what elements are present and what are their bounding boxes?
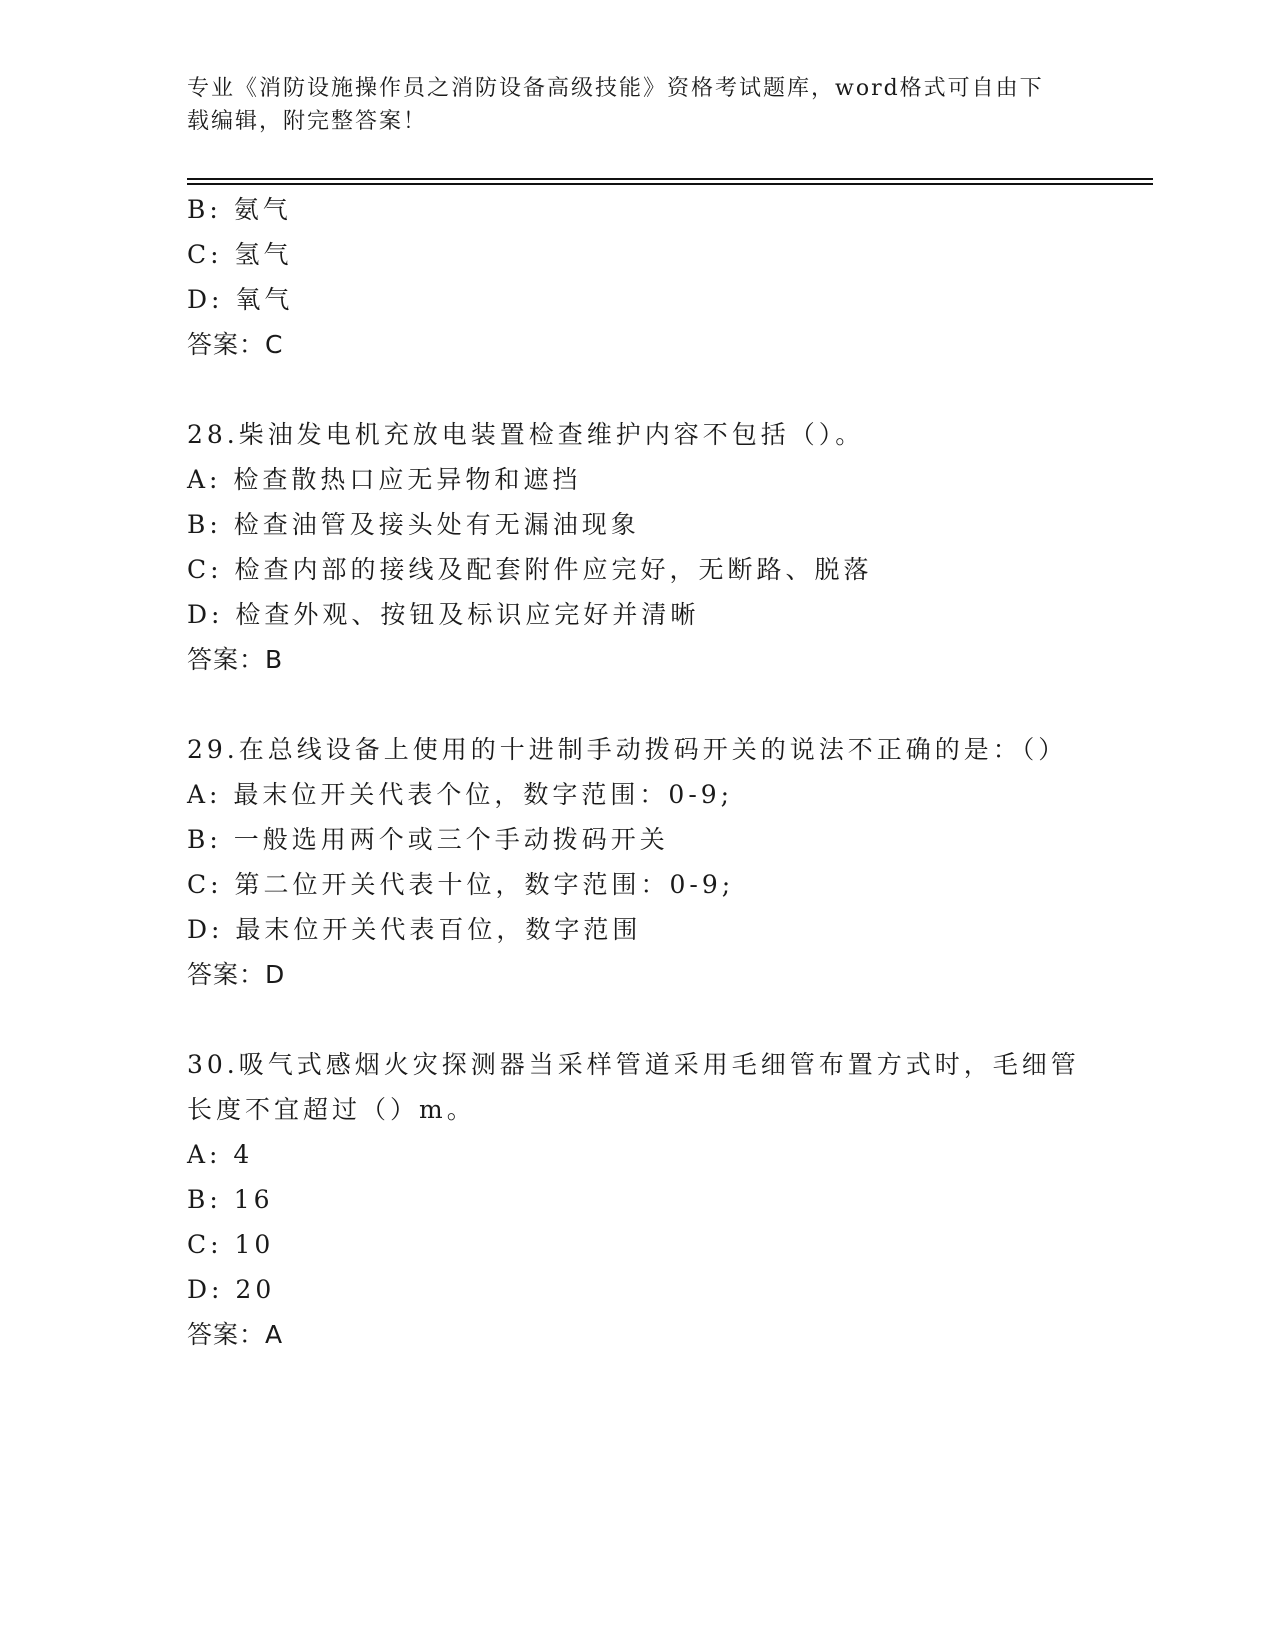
question-line: 29.在总线设备上使用的十进制手动拨码开关的说法不正确的是：（） [187, 735, 1068, 764]
header-line-2: 载编辑，附完整答案！ [187, 109, 428, 134]
question-line: C: 第二位开关代表十位，数字范围：0-9; [187, 870, 735, 899]
question-line: B: 检查油管及接头处有无漏油现象 [187, 510, 640, 539]
question-line: 长度不宜超过（）m。 [187, 1095, 476, 1124]
question-line: B: 氨气 [187, 195, 292, 224]
question-line: A: 检查散热口应无异物和遮挡 [187, 465, 582, 494]
answer-line: 答案：A [187, 1320, 284, 1349]
question-line: 30.吸气式感烟火灾探测器当采样管道采用毛细管布置方式时，毛细管 [187, 1050, 1080, 1079]
question-line: C: 10 [187, 1230, 275, 1259]
question-line: A: 最末位开关代表个位，数字范围：0-9; [187, 780, 734, 809]
document-header [187, 72, 1067, 138]
question-line: D: 最末位开关代表百位，数字范围 [187, 915, 642, 944]
header-line-1: 专业《消防设施操作员之消防设备高级技能》资格考试题库，word格式可自由下 [187, 76, 1044, 101]
question-line: C: 氢气 [187, 240, 293, 269]
question-line: 28.柴油发电机充放电装置检查维护内容不包括（）。 [187, 420, 865, 449]
header-divider-bottom [187, 183, 1153, 185]
question-line: B: 一般选用两个或三个手动拨码开关 [187, 825, 669, 854]
question-line: B: 16 [187, 1185, 274, 1214]
question-line: C: 检查内部的接线及配套附件应完好，无断路、脱落 [187, 555, 873, 584]
question-line: A: 4 [187, 1140, 254, 1169]
question-line: D: 氧气 [187, 285, 294, 314]
question-line: D: 20 [187, 1275, 276, 1304]
answer-line: 答案：D [187, 960, 286, 989]
answer-line: 答案：B [187, 645, 284, 674]
question-line: D: 检查外观、按钮及标识应完好并清晰 [187, 600, 700, 629]
header-divider-top [187, 178, 1153, 180]
answer-line: 答案：C [187, 330, 284, 359]
